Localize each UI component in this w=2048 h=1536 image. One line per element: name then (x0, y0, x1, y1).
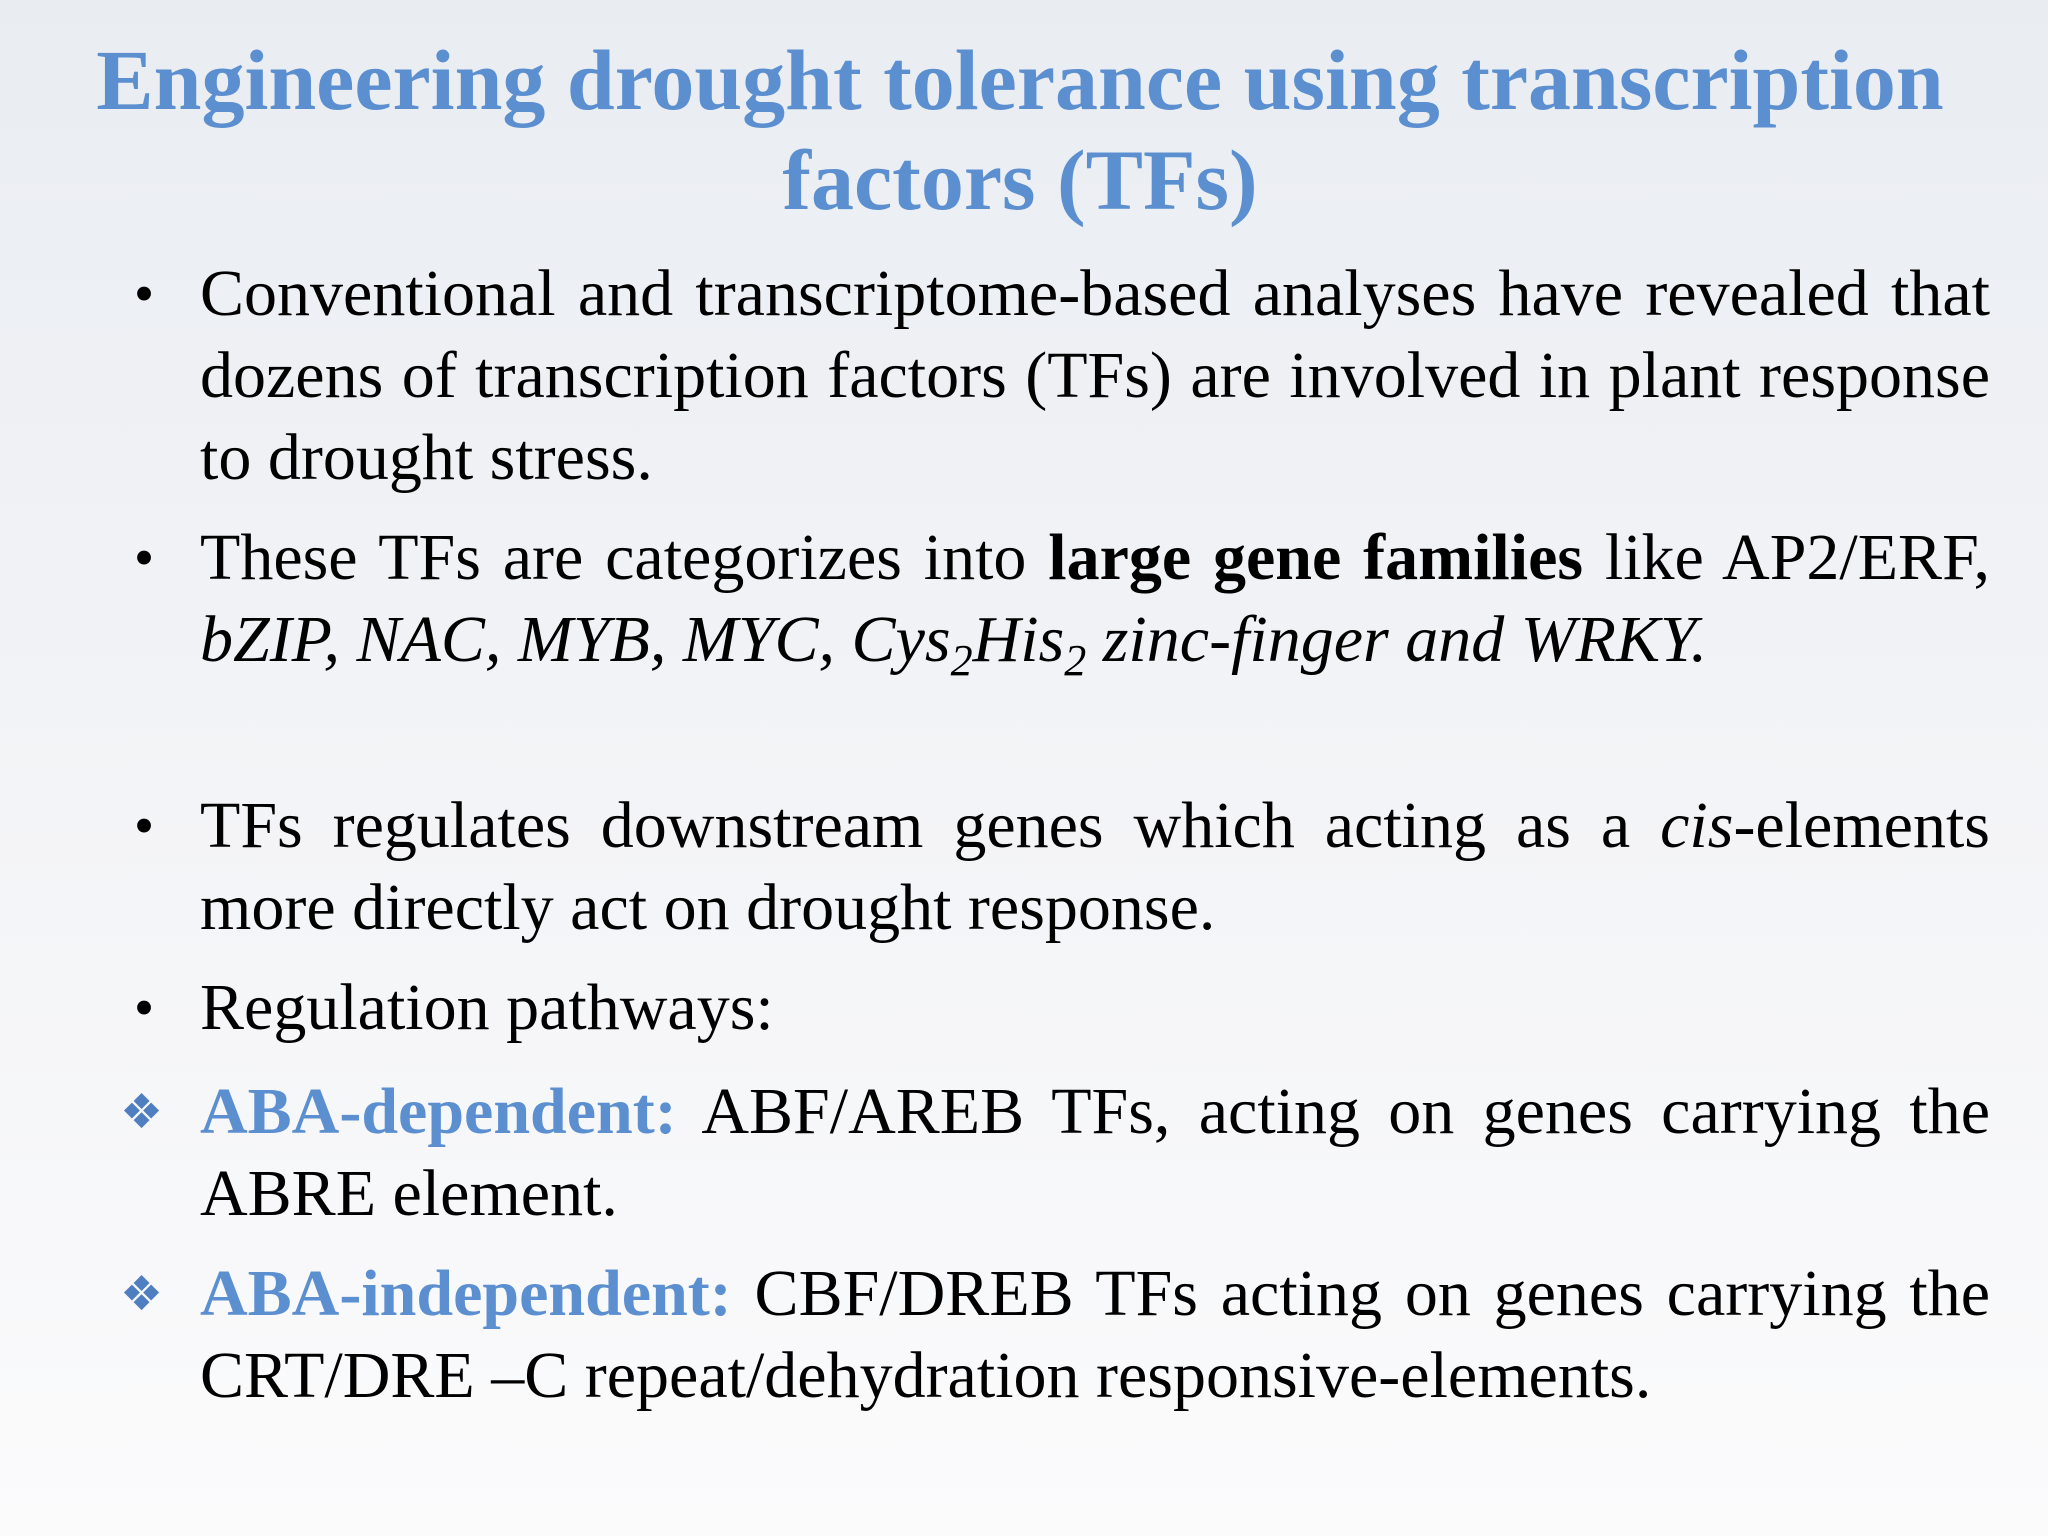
bullet-italic-text: cis (1660, 789, 1734, 862)
bullet-italic-text: zinc-finger and WRKY. (1086, 603, 1708, 676)
bullet-italic-text: bZIP, NAC, MYB, MYC, Cys (200, 603, 951, 676)
bullet-text: These TFs are categorizes into (200, 521, 1049, 594)
bullet-bold-text: large gene families (1048, 521, 1584, 594)
bullet-text: -elements more directly act on drought response. (200, 789, 1990, 944)
bullet-item (133, 517, 1990, 685)
pathway-label: ABA-dependent: (200, 1075, 677, 1148)
bullet-text: like AP2/ERF, (1583, 521, 1990, 594)
bullet-text: Conventional and transcriptome-based analyses have revealed that dozens of transcription factors (TFs) are involved in plant response to drought stress. (200, 257, 1990, 494)
bullet-item (133, 785, 1990, 949)
diamond-bullet-icon: ❖ (120, 1266, 164, 1322)
pathway-label: ABA-independent: (200, 1257, 732, 1330)
bullet-marker: • (133, 793, 155, 858)
bullet-text: TFs regulates downstream genes which acting as a (200, 789, 1661, 862)
pathway-item (120, 1071, 1990, 1235)
bullet-item (133, 253, 1990, 499)
bullet-marker: • (133, 975, 155, 1040)
bullet-marker: • (133, 261, 155, 326)
slide-title: Engineering drought tolerance using transcription factors (TFs) (96, 32, 1944, 228)
bullet-italic-text: His (972, 603, 1065, 676)
subscript: 2 (950, 636, 973, 685)
pathway-text: ABF/AREB TFs, acting on genes carrying the ABRE element. (200, 1075, 1990, 1230)
bullet-item (133, 967, 1990, 1049)
diamond-bullet-icon: ❖ (120, 1084, 164, 1140)
bullet-marker: • (133, 525, 155, 590)
subscript: 2 (1064, 636, 1087, 685)
bullet-text: Regulation pathways: (200, 971, 774, 1044)
pathway-item (120, 1253, 1990, 1417)
pathway-text: CBF/DREB TFs acting on genes carrying the CRT/DRE –C repeat/dehydration responsive-elements. (200, 1257, 1990, 1412)
